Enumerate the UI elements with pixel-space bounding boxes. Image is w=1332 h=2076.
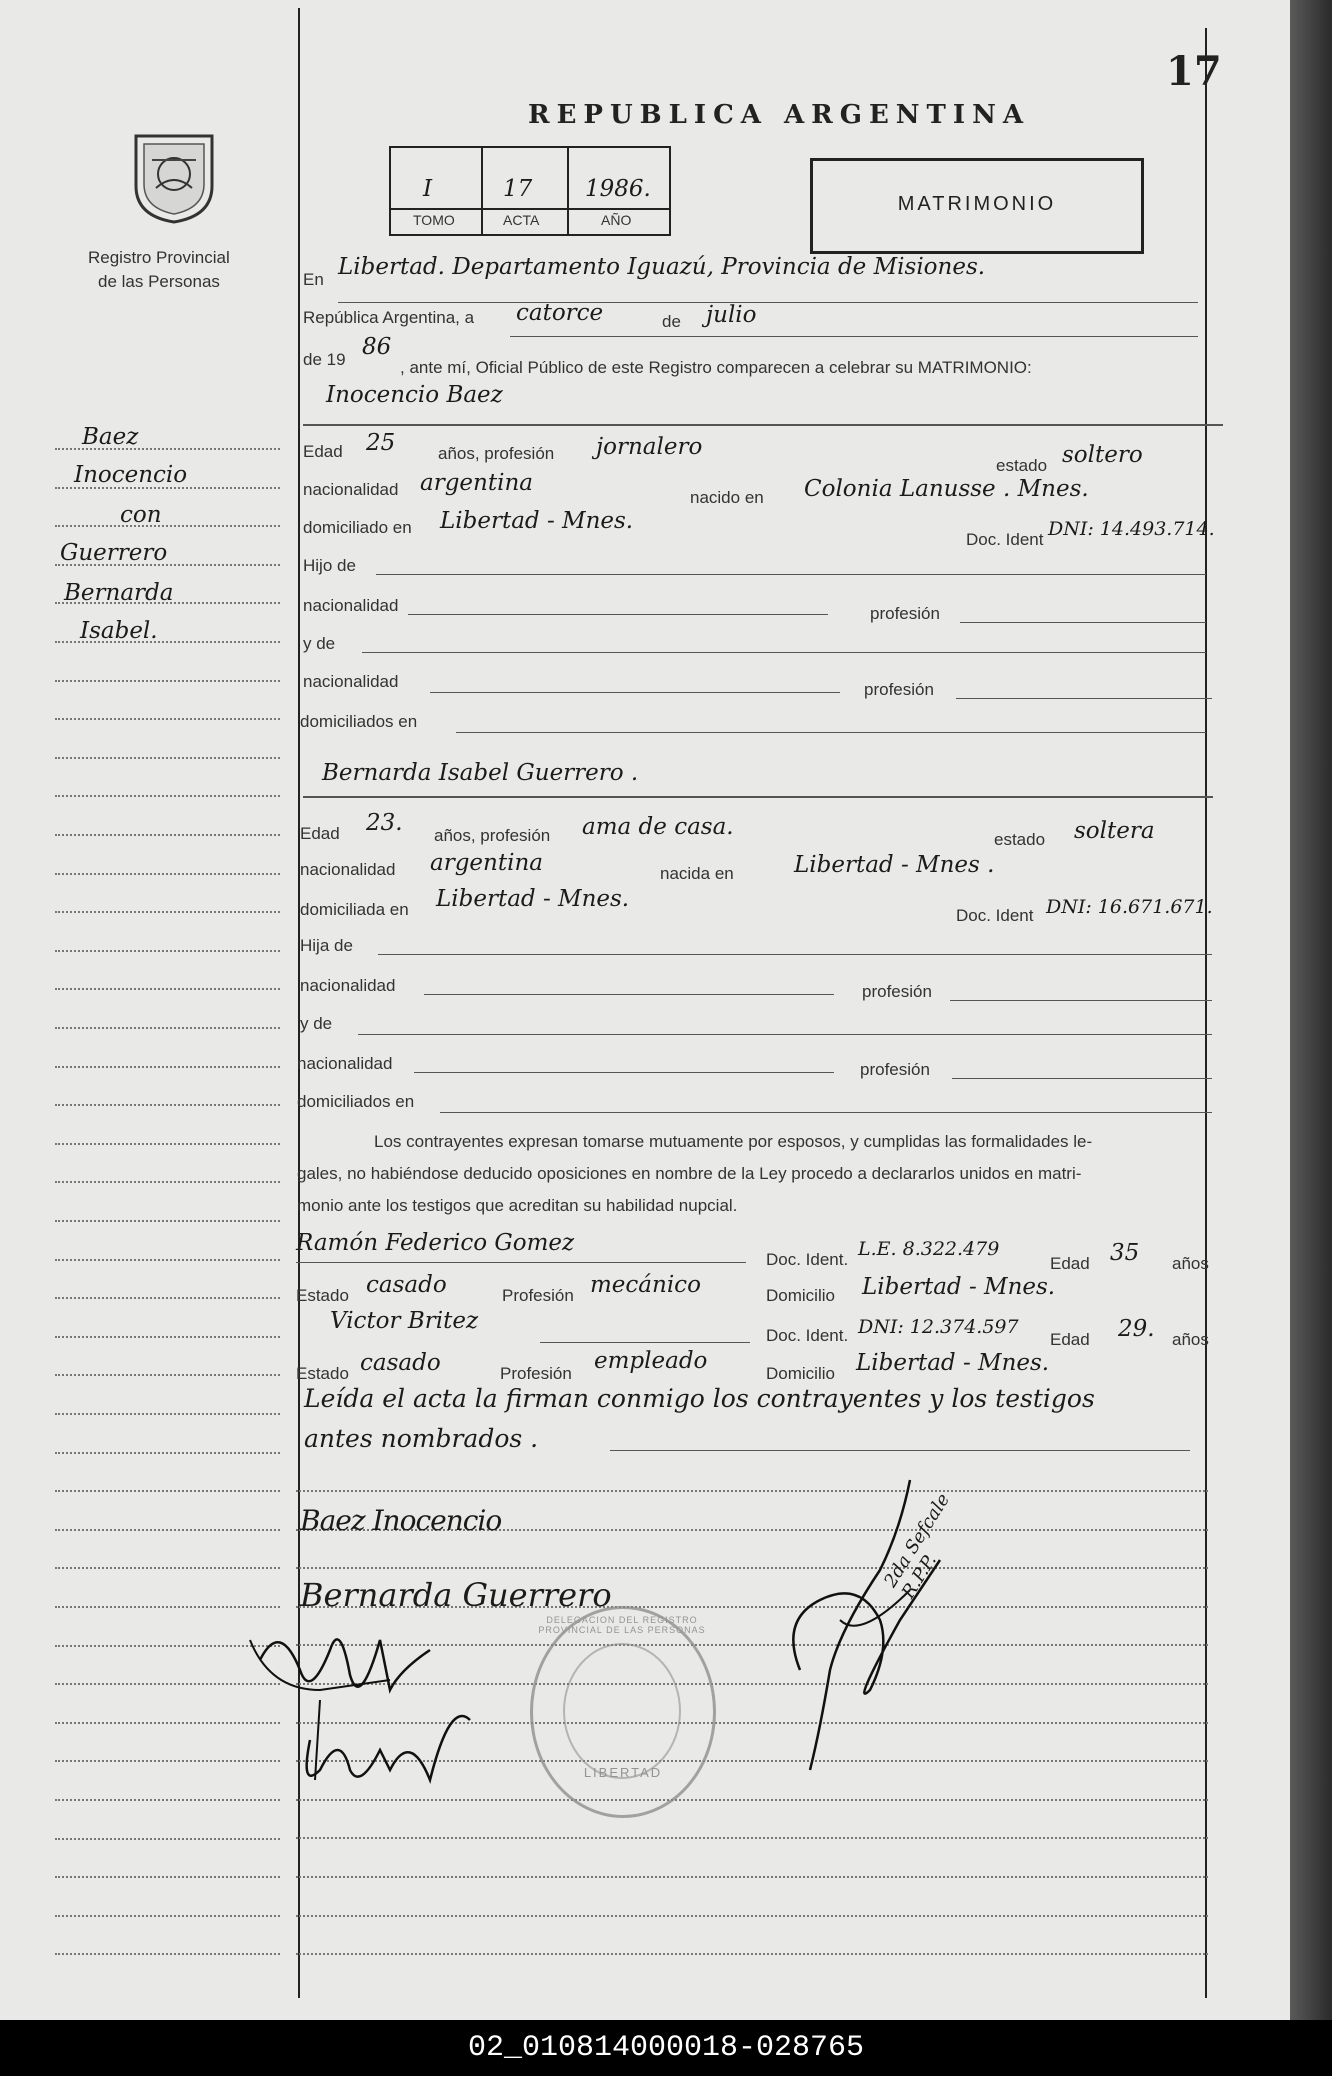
margin-rule — [55, 1413, 280, 1415]
registry-stamp — [530, 1606, 716, 1818]
margin-rule — [55, 641, 280, 643]
groom-prof2-label: profesión — [870, 604, 940, 623]
marriage-month: julio — [706, 302, 757, 328]
groom-doc: DNI: 14.493.714. — [1048, 518, 1215, 540]
witness2-name: Victor Britez — [330, 1308, 479, 1334]
margin-rule — [55, 795, 280, 797]
registry-stamp-inner — [563, 1643, 681, 1779]
witness2-profesion-label: Profesión — [500, 1364, 572, 1383]
groom-prof3-label: profesión — [864, 680, 934, 699]
bride-name: Bernarda Isabel Guerrero . — [322, 760, 639, 786]
margin-rule — [55, 1374, 280, 1376]
body-rule — [296, 1490, 1208, 1492]
bride-profesion: ama de casa. — [582, 814, 734, 840]
tomo-label: TOMO — [413, 212, 455, 228]
margin-rule — [55, 1027, 280, 1029]
ano-value: 1986. — [585, 176, 651, 202]
groom-nacionalidad: argentina — [420, 470, 533, 496]
margin-note-1: Baez — [82, 424, 139, 450]
margin-rule — [55, 1143, 280, 1145]
groom-yde-line — [362, 652, 1206, 653]
witness2-domicilio-label: Domicilio — [766, 1364, 835, 1383]
groom-nac3-label: nacionalidad — [303, 672, 399, 691]
witness1-profesion-label: Profesión — [502, 1286, 574, 1305]
body-rule — [296, 1567, 1208, 1569]
witness1-domicilio: Libertad - Mnes. — [862, 1274, 1056, 1300]
margin-rule — [55, 564, 280, 566]
witness2-domicilio: Libertad - Mnes. — [856, 1350, 1050, 1376]
groom-hijo-line — [376, 574, 1206, 575]
margin-rule — [55, 487, 280, 489]
witness1-name-line — [296, 1262, 746, 1263]
groom-prof2-line — [960, 622, 1206, 623]
groom-name: Inocencio Baez — [326, 382, 503, 408]
en-label: En — [303, 270, 324, 289]
bride-nac3-line — [414, 1072, 834, 1073]
witness2-doc: DNI: 12.374.597 — [858, 1316, 1019, 1338]
margin-rule — [55, 525, 280, 527]
margin-rule — [55, 680, 280, 682]
groom-nac2-label: nacionalidad — [303, 596, 399, 615]
groom-profesion: jornalero — [596, 434, 703, 460]
witness2-edad: 29. — [1118, 1316, 1155, 1342]
bride-edad-label: Edad — [300, 824, 340, 843]
witness2-estado-label: Estado — [296, 1364, 349, 1383]
bride-estado-label: estado — [994, 830, 1046, 849]
witness1-doc: L.E. 8.322.479 — [858, 1238, 1000, 1260]
margin-rule — [55, 1104, 280, 1106]
margin-rule — [55, 757, 280, 759]
witness1-name: Ramón Federico Gomez — [296, 1230, 575, 1256]
act-type-box — [810, 158, 1144, 254]
margin-rule — [55, 1297, 280, 1299]
margin-rule — [55, 1259, 280, 1261]
margin-rule — [55, 448, 280, 450]
margin-rule — [55, 718, 280, 720]
bride-nacida-en: Libertad - Mnes . — [794, 852, 995, 878]
bride-hija-label: Hija de — [300, 936, 353, 955]
margin-rule — [55, 1066, 280, 1068]
bride-estado: soltera — [1074, 818, 1155, 844]
act-type: MATRIMONIO — [897, 193, 1057, 215]
right-margin-rule — [1205, 28, 1207, 1998]
witness1-estado-label: Estado — [296, 1286, 349, 1305]
registry-line1: Registro Provincial — [88, 248, 230, 267]
groom-estado: soltero — [1062, 442, 1143, 468]
body-rule — [296, 1953, 1208, 1955]
bride-nac-label: nacionalidad — [300, 860, 396, 879]
groom-nacido-label: nacido en — [690, 488, 764, 507]
bride-nac2-label: nacionalidad — [300, 976, 396, 995]
year-suffix: 86 — [362, 334, 392, 360]
witness1-domicilio-label: Domicilio — [766, 1286, 835, 1305]
declaration-line1: Los contrayentes expresan tomarse mutuamente por esposos, y cumplidas las formalidades le- — [374, 1132, 1093, 1151]
bride-domiciliados-line — [440, 1112, 1212, 1113]
groom-signature: Baez Inocencio — [300, 1504, 502, 1537]
groom-hijo-label: Hijo de — [303, 556, 356, 575]
bride-nacida-label: nacida en — [660, 864, 734, 883]
country-title: REPUBLICA ARGENTINA — [528, 100, 1031, 130]
provincial-seal-icon — [126, 124, 222, 224]
bride-signature: Bernarda Guerrero — [300, 1576, 612, 1614]
margin-rule — [55, 834, 280, 836]
bride-domicilio: Libertad - Mnes. — [436, 886, 630, 912]
archive-code: 02_010814000018-028765 — [0, 2020, 1332, 2076]
stamp-place: LIBERTAD — [583, 1765, 663, 1780]
groom-yde-label: y de — [303, 634, 336, 653]
margin-rule — [55, 1567, 280, 1569]
witness1-doc-label: Doc. Ident. — [766, 1250, 849, 1269]
groom-edad: 25 — [366, 430, 396, 456]
bride-name-line — [303, 796, 1213, 798]
bride-edad: 23. — [366, 810, 403, 836]
margin-rule — [55, 1953, 280, 1955]
bride-domicilio-label: domiciliada en — [300, 900, 409, 919]
margin-note-2: Inocencio — [74, 462, 188, 488]
body-rule — [296, 1837, 1208, 1839]
page-number: 17 — [1166, 48, 1222, 95]
witness2-name-line — [540, 1342, 750, 1343]
book-binding — [1290, 0, 1332, 2020]
bride-prof2-line — [950, 1000, 1212, 1001]
bride-domiciliados-label: domiciliados en — [297, 1092, 415, 1111]
margin-rule — [55, 1490, 280, 1492]
witness2-profesion: empleado — [594, 1348, 708, 1374]
acta-value: 17 — [503, 176, 533, 202]
margin-rule — [55, 1181, 280, 1183]
bride-prof3-line — [952, 1078, 1212, 1079]
witness2-doc-label: Doc. Ident. — [766, 1326, 849, 1345]
groom-anos-label: años, profesión — [438, 444, 555, 463]
date-underline — [510, 336, 1198, 337]
margin-note-3: con — [120, 502, 162, 528]
bride-nacionalidad: argentina — [430, 850, 543, 876]
groom-name-line — [303, 424, 1223, 426]
witness1-anos-label: años — [1172, 1254, 1209, 1273]
margin-rule — [55, 602, 280, 604]
margin-note-6: Isabel. — [80, 618, 158, 644]
margin-rule — [55, 873, 280, 875]
groom-nac-label: nacionalidad — [303, 480, 399, 499]
place-underline — [338, 302, 1198, 303]
bride-hija-line — [378, 954, 1212, 955]
witness1-edad: 35 — [1110, 1240, 1140, 1266]
witness2-edad-label: Edad — [1050, 1330, 1090, 1349]
acta-label: ACTA — [503, 212, 540, 228]
margin-rule — [55, 1336, 280, 1338]
official-note: 2da Sefcale R.P.P. — [880, 1489, 955, 1603]
closing-line1: Leída el acta la firman conmigo los contrayentes y los testigos — [304, 1384, 1095, 1413]
margin-note-5: Bernarda — [64, 580, 174, 606]
year-prefix: de 19 — [303, 350, 346, 369]
groom-domiciliados-line — [456, 732, 1206, 733]
marriage-place: Libertad. Departamento Iguazú, Provincia de Misiones. — [338, 254, 986, 280]
declaration-line2: gales, no habiéndose deducido oposiciones en nombre de la Ley procedo a declararlos unidos en matri- — [297, 1164, 1082, 1183]
bride-doc: DNI: 16.671.671. — [1046, 896, 1213, 918]
witness1-estado: casado — [366, 1272, 447, 1298]
groom-edad-label: Edad — [303, 442, 343, 461]
groom-domiciliados-label: domiciliados en — [300, 712, 418, 731]
witness2-anos-label: años — [1172, 1330, 1209, 1349]
groom-estado-label: estado — [996, 456, 1048, 475]
registry-line2: de las Personas — [98, 272, 220, 291]
tomo-value: I — [423, 176, 433, 202]
groom-domicilio: Libertad - Mnes. — [440, 508, 634, 534]
de-label: de — [662, 312, 681, 331]
bride-yde-label: y de — [300, 1014, 333, 1033]
republica-label: República Argentina, a — [303, 308, 475, 327]
margin-rule — [55, 1529, 280, 1531]
witness2-estado: casado — [360, 1350, 441, 1376]
closing-line — [610, 1450, 1190, 1451]
groom-domicilio-label: domiciliado en — [303, 518, 412, 537]
ano-label: AÑO — [601, 212, 632, 228]
bride-prof2-label: profesión — [862, 982, 932, 1001]
witness1-profesion: mecánico — [590, 1272, 701, 1298]
bride-yde-line — [358, 1034, 1212, 1035]
groom-doc-label: Doc. Ident — [966, 530, 1044, 549]
body-rule — [296, 1876, 1208, 1878]
margin-rule — [55, 1220, 280, 1222]
margin-rule — [55, 1838, 280, 1840]
declaration-line3: monio ante los testigos que acreditan su habilidad nupcial. — [297, 1196, 738, 1215]
bride-doc-label: Doc. Ident — [956, 906, 1034, 925]
margin-rule — [55, 1452, 280, 1454]
margin-rule — [55, 950, 280, 952]
witness-signatures-icon — [240, 1580, 500, 1800]
stamp-text: DELEGACION DEL REGISTRO PROVINCIAL DE LAS PERSONAS — [538, 1615, 706, 1635]
margin-rule — [55, 911, 280, 913]
groom-nac2-line — [408, 614, 828, 615]
bride-nac2-line — [424, 994, 834, 995]
bride-anos-label: años, profesión — [434, 826, 551, 845]
marriage-day: catorce — [516, 300, 604, 326]
margin-rule — [55, 1876, 280, 1878]
intro-text: , ante mí, Oficial Público de este Registro comparecen a celebrar su MATRIMONIO: — [400, 358, 1032, 377]
closing-line2: antes nombrados . — [304, 1424, 539, 1453]
margin-rule — [55, 1915, 280, 1917]
witness1-edad-label: Edad — [1050, 1254, 1090, 1273]
groom-prof3-line — [956, 698, 1212, 699]
bride-prof3-label: profesión — [860, 1060, 930, 1079]
margin-note-4: Guerrero — [60, 540, 168, 566]
groom-nac3-line — [430, 692, 840, 693]
body-rule — [296, 1915, 1208, 1917]
groom-nacido-en: Colonia Lanusse . Mnes. — [804, 476, 1089, 502]
reference-box — [389, 146, 671, 236]
margin-rule — [55, 988, 280, 990]
bride-nac3-label: nacionalidad — [297, 1054, 393, 1073]
